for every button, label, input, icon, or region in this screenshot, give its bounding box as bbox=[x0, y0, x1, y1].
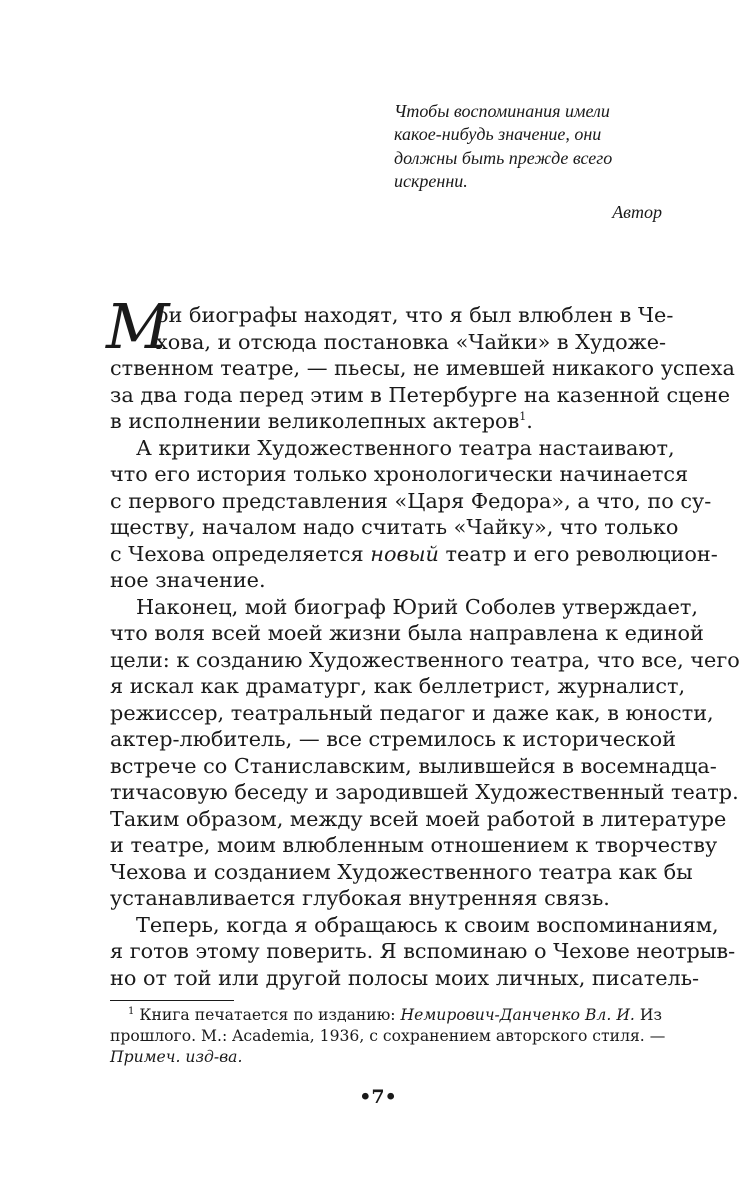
text-line: режиссер, театральный педагог и даже как, в юности, bbox=[110, 700, 714, 725]
text-segment: с Чехова определяется bbox=[110, 541, 371, 566]
text-line: актер-любитель, — все стремилось к исторической bbox=[110, 727, 677, 751]
emphasis: Немирович-Данченко Вл. И. bbox=[400, 1006, 635, 1024]
footnote-ref: 1 bbox=[519, 410, 527, 424]
emphasis: новый bbox=[370, 541, 439, 566]
footnote-line bbox=[110, 1005, 662, 1026]
footnote bbox=[110, 1005, 666, 1068]
footnote-marker: 1 bbox=[128, 1005, 135, 1017]
epigraph-line: Чтобы воспоминания имели bbox=[394, 101, 610, 121]
text-line: что воля всей моей жизни была направлена к единой bbox=[110, 621, 704, 645]
footnote-line: прошлого. М.: Academia, 1936, с сохранением авторского стиля. — bbox=[110, 1027, 666, 1045]
text-line: тичасовую беседу и зародившей Художественный театр. bbox=[110, 780, 739, 804]
text-line: Наконец, мой биограф Юрий Соболев утверждает, bbox=[136, 594, 698, 619]
text-line: А критики Художественного театра настаивают, bbox=[136, 435, 675, 460]
text-line: ои биографы находят, что я был влюблен в Че- bbox=[156, 303, 674, 327]
text-line: я готов этому поверить. Я вспоминаю о Чехове неотрыв- bbox=[110, 939, 736, 963]
text-line: устанавливается глубокая внутренняя связь. bbox=[110, 886, 610, 910]
text-segment: Из bbox=[634, 1006, 663, 1024]
text-line: с первого представления «Царя Федора», а что, по су- bbox=[110, 488, 712, 513]
epigraph-line: должны быть прежде всего bbox=[394, 147, 613, 168]
text-line: хова, и отсюда постановка «Чайки» в Художе- bbox=[156, 329, 667, 354]
text-line: встрече со Станиславским, вылившейся в восемнадца- bbox=[110, 753, 717, 778]
epigraph-line: какое-нибудь значение, они bbox=[394, 124, 602, 145]
epigraph bbox=[394, 100, 674, 224]
text-line: за два года перед этим в Петербурге на казенной сцене bbox=[110, 382, 731, 407]
footnote-line bbox=[110, 1047, 662, 1068]
text-line: и театре, моим влюбленным отношением к творчеству bbox=[110, 833, 718, 857]
text-line bbox=[110, 408, 662, 435]
page-number: •7• bbox=[359, 1086, 397, 1108]
text-line: цели: к созданию Художественного театра, что все, чего bbox=[110, 647, 740, 672]
text-line: ществу, началом надо считать «Чайку», что только bbox=[110, 515, 679, 539]
drop-cap: М bbox=[106, 290, 170, 363]
footnote-divider bbox=[110, 1000, 234, 1001]
text-line: ное значение. bbox=[110, 568, 266, 592]
text-line: но от той или другой полосы моих личных, писатель- bbox=[110, 965, 700, 990]
epigraph-line: искренни. bbox=[394, 170, 468, 191]
text-line: что его история только хронологически начинается bbox=[110, 462, 689, 486]
emphasis: Примеч. изд-ва. bbox=[110, 1048, 243, 1066]
text-line: я искал как драматург, как беллетрист, журналист, bbox=[110, 674, 686, 698]
text-segment: в исполнении великолепных актеров bbox=[110, 409, 520, 433]
text-segment: Книга печатается по изданию: bbox=[134, 1006, 401, 1024]
text-segment: театр и его революцион- bbox=[438, 541, 718, 566]
main-text bbox=[106, 290, 740, 991]
text-line: Таким образом, между всей моей работой в литературе bbox=[110, 806, 727, 831]
epigraph-author: Автор bbox=[612, 202, 662, 223]
text-segment: . bbox=[526, 409, 533, 433]
text-line: ственном театре, — пьесы, не имевшей никакого успеха bbox=[110, 356, 735, 380]
text-line: Чехова и созданием Художественного театра как бы bbox=[110, 859, 693, 884]
text-line: Теперь, когда я обращаюсь к своим воспоминаниям, bbox=[136, 912, 719, 937]
text-line bbox=[110, 541, 718, 568]
